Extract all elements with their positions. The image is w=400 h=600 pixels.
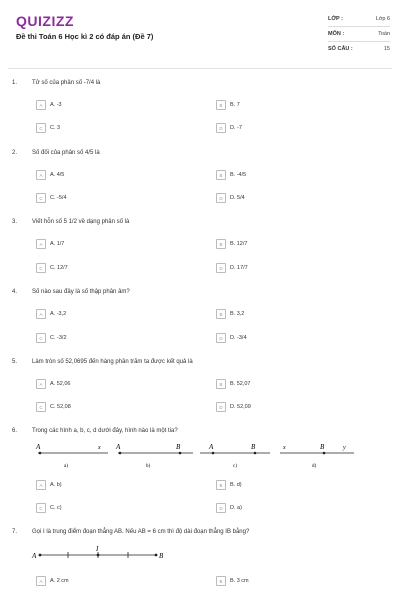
meta-value: Toán [378,31,390,37]
option-letter-box: C [36,402,46,412]
option-b[interactable] [216,100,240,110]
option-c[interactable] [36,333,67,343]
option-letter-box: D [216,333,226,343]
option-text: C. 12/7 [50,265,68,271]
option-c[interactable] [36,123,60,133]
option-letter-box: D [216,402,226,412]
segment-figure [28,541,178,565]
option-text: D. 52,09 [230,404,251,410]
option-text: C. c) [50,505,62,511]
option-d[interactable] [216,333,247,343]
question-text: Làm tròn số 52,0695 đến hàng phần trăm ta được kết quả là [32,359,193,365]
option-letter-box: C [36,263,46,273]
option-b[interactable] [216,480,242,490]
fig-a-caption: a) [64,464,68,469]
option-d[interactable] [216,402,251,412]
question-text: Số nào sau đây là số thập phân âm? [32,289,130,295]
option-letter-box: B [216,239,226,249]
fig-c-point1: A [209,443,214,451]
fig-b-point2: B [176,443,181,451]
fig-point-i: I [96,545,99,553]
option-letter-box: C [36,123,46,133]
option-c[interactable] [36,263,68,273]
option-c[interactable] [36,402,71,412]
meta-key: LỚP : [328,16,343,22]
question-number: 5. [12,359,18,365]
fig-b-caption: b) [146,464,151,469]
option-text: A. -3,2 [50,311,67,317]
option-d[interactable] [216,503,242,513]
question-text: Số đối của phân số 4/5 là [32,150,100,156]
fig-d-point: B [320,443,325,451]
option-text: A. 4/5 [50,172,65,178]
option-text: A. 1/7 [50,241,65,247]
option-letter-box: A [36,379,46,389]
option-text: B. -4/5 [230,172,247,178]
option-text: A. 2 cm [50,578,69,584]
option-letter-box: B [216,170,226,180]
meta-key: SỐ CÂU : [328,46,353,52]
option-d[interactable] [216,263,248,273]
fig-c-caption: c) [233,464,237,469]
fig-point-b: B [159,552,164,560]
option-a[interactable] [36,576,69,586]
option-text: A. b) [50,482,62,488]
document-title: Đề thi Toán 6 Học kì 2 có đáp án (Đề 7) [16,32,154,41]
option-text: B. 12/7 [230,241,248,247]
fig-d-var2: y [343,445,346,451]
fig-d-caption: d) [312,464,317,469]
option-letter-box: C [36,333,46,343]
option-text: D. a) [230,505,242,511]
option-letter-box: B [216,379,226,389]
option-text: B. d) [230,482,242,488]
question-number: 3. [12,219,18,225]
option-a[interactable] [36,239,64,249]
option-letter-box: C [36,193,46,203]
option-a[interactable] [36,100,62,110]
option-text: D. 5/4 [230,195,245,201]
option-text: C. 52,08 [50,404,71,410]
option-letter-box: B [216,309,226,319]
option-b[interactable] [216,170,246,180]
option-text: C. 3 [50,125,61,131]
option-b[interactable] [216,309,244,319]
option-text: D. 17/7 [230,265,248,271]
question-text: Trong các hình a, b, c, d dưới đây, hình nào là một tia? [32,428,178,434]
option-text: A. 52,06 [50,381,71,387]
option-text: D. -3/4 [230,335,247,341]
question-number: 1. [12,80,18,86]
option-text: A. -3 [50,102,62,108]
option-letter-box: D [216,193,226,203]
question-text: Tử số của phân số -7/4 là [32,80,101,86]
option-letter-box: B [216,480,226,490]
question-number: 4. [12,289,18,295]
option-letter-box: D [216,503,226,513]
option-letter-box: D [216,123,226,133]
option-letter-box: D [216,263,226,273]
fig-a-point: A [36,443,41,451]
meta-row-class [328,12,390,27]
option-letter-box: B [216,100,226,110]
option-b[interactable] [216,379,251,389]
option-b[interactable] [216,576,249,586]
meta-row-subject [328,27,390,42]
fig-a-var: x [98,445,101,451]
ray-figures [28,436,368,470]
option-letter-box: B [216,576,226,586]
option-text: B. 52,07 [230,381,251,387]
question-text: Viết hỗn số 5 1/2 về dạng phân số là [32,219,130,225]
fig-c-point2: B [251,443,256,451]
option-letter-box: A [36,239,46,249]
option-c[interactable] [36,503,62,513]
option-d[interactable] [216,193,245,203]
option-a[interactable] [36,309,66,319]
option-text: B. 3 cm [230,578,249,584]
option-a[interactable] [36,379,71,389]
fig-b-point1: A [116,443,121,451]
option-text: D. -7 [230,125,242,131]
option-a[interactable] [36,480,62,490]
option-letter-box: A [36,170,46,180]
option-letter-box: A [36,576,46,586]
fig-d-var1: x [283,445,286,451]
option-letter-box: A [36,100,46,110]
header-divider [8,68,392,69]
option-letter-box: A [36,309,46,319]
question-number: 2. [12,150,18,156]
meta-row-count [328,42,390,56]
meta-value: Lớp 6 [375,16,390,22]
fig-point-a: A [32,552,37,560]
option-d[interactable] [216,123,242,133]
meta-key: MÔN : [328,31,345,37]
option-letter-box: C [36,503,46,513]
meta-panel [328,12,390,56]
option-text: C. -5/4 [50,195,67,201]
quizizz-logo: QUIZIZZ [16,13,74,29]
option-text: C. -3/2 [50,335,67,341]
option-text: B. 3,2 [230,311,245,317]
option-b[interactable] [216,239,247,249]
question-number: 7. [12,529,18,535]
question-number: 6. [12,428,18,434]
option-a[interactable] [36,170,64,180]
option-letter-box: A [36,480,46,490]
question-text: Gọi I là trung điểm đoạn thẳng AB. Nếu AB = 6 cm thì độ dài đoạn thẳng IB bằng? [32,529,250,535]
meta-value: 15 [383,46,390,52]
option-text: B. 7 [230,102,240,108]
option-c[interactable] [36,193,67,203]
